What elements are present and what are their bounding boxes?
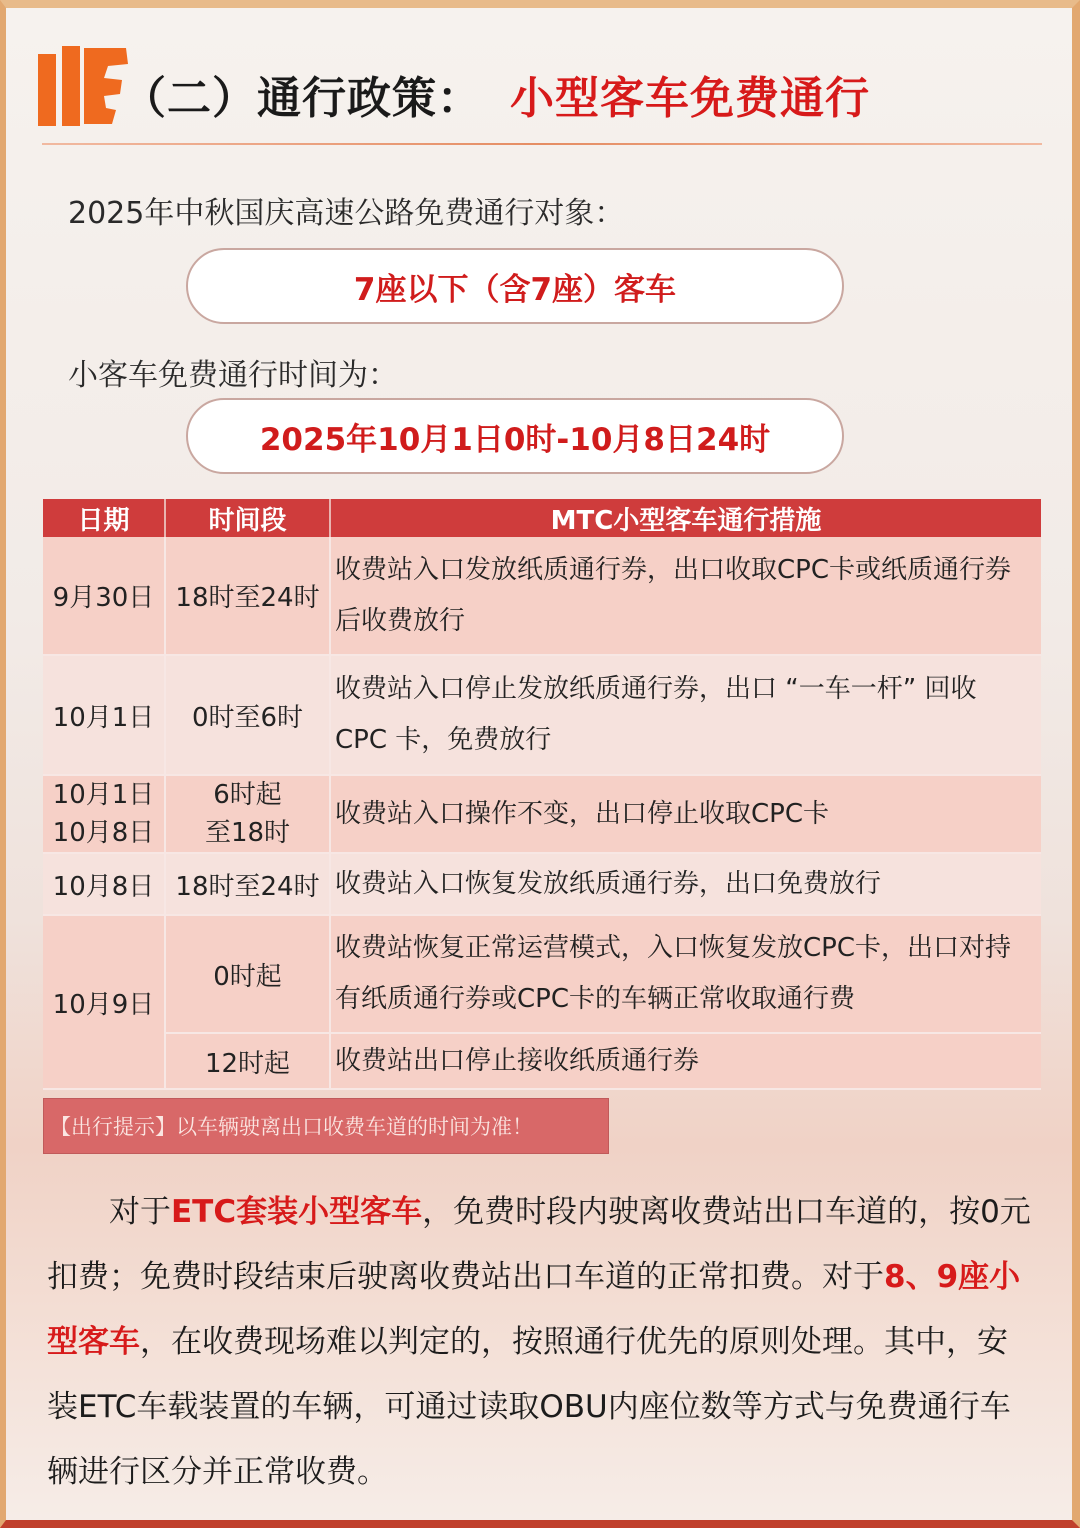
free-time-pill: 2025年10月1日0时-10月8日24时 [186,398,844,474]
header-time: 时间段 [165,499,330,537]
row-date: 9月30日 [43,537,165,655]
header-divider [42,143,1042,145]
table-row [43,1033,1041,1089]
row-date: 10月1日 [43,655,165,775]
table-row [43,775,1041,853]
page-title [122,62,870,126]
free-target-pill: 7座以下（含7座）客车 [186,248,844,324]
table-row [43,655,1041,775]
row-date: 10月8日 [43,853,165,915]
free-target-label: 2025年中秋国庆高速公路免费通行对象： [68,196,625,231]
orange-brush-mark-icon [38,44,130,126]
etc-policy-paragraph [47,1180,1037,1505]
table-header-row [43,499,1041,537]
row-date-start: 10月1日 [52,780,155,810]
row-time: 0时至6时 [165,655,330,775]
row-measure: 收费站入口操作不变，出口停止收取CPC卡 [330,775,1041,853]
row-time-range [165,775,330,853]
row-measure: 收费站入口停止发放纸质通行券，出口 “一车一杆” 回收 CPC 卡，免费放行 [330,655,1041,775]
row-time-start: 6时起 [213,780,282,810]
row-time: 12时起 [165,1033,330,1089]
row-measure: 收费站入口发放纸质通行券，出口收取CPC卡或纸质通行券后收费放行 [330,537,1041,655]
seat-highlight: 8、9座小型客车 [47,1259,1021,1360]
paragraph-part2: ，在收费现场难以判定的，按照通行优先的原则处理。其中，安装ETC车载装置的车辆，可通过读取OBU内座位数等方式与免费通行车辆进行区分并正常收费。 [47,1324,1011,1490]
row-date-end: 10月8日 [52,818,155,848]
etc-highlight: ETC套装小型客车 [171,1194,423,1230]
row-date-range [43,775,165,853]
row-time-end: 至18时 [204,818,291,848]
header-measure: MTC小型客车通行措施 [330,499,1041,537]
row-time: 18时至24时 [165,853,330,915]
policy-table [43,499,1041,1090]
paragraph-indent: 对于 [47,1194,171,1230]
title-highlight: 小型客车免费通行 [510,73,870,124]
travel-tip-banner: 【出行提示】以车辆驶离出口收费车道的时间为准！ [43,1098,609,1154]
paragraph-part1: ，免费时段内驶离收费站出口车道的，按0元扣费；免费时段结束后驶离收费站出口车道的正常扣费。对于 [47,1194,1031,1295]
title-prefix: （二）通行政策： [122,73,482,124]
header-date: 日期 [43,499,165,537]
row-measure: 收费站恢复正常运营模式，入口恢复发放CPC卡，出口对持有纸质通行券或CPC卡的车辆正常收取通行费 [330,915,1041,1033]
row-time: 0时起 [165,915,330,1033]
table-row [43,853,1041,915]
table-row [43,537,1041,655]
row-measure: 收费站出口停止接收纸质通行券 [330,1033,1041,1089]
row-time: 18时至24时 [165,537,330,655]
table-row [43,915,1041,1033]
row-date: 10月9日 [43,915,165,1089]
paragraph-text [47,1180,1037,1505]
free-time-label: 小客车免费通行时间为： [68,358,398,393]
row-measure: 收费站入口恢复发放纸质通行券，出口免费放行 [330,853,1041,915]
